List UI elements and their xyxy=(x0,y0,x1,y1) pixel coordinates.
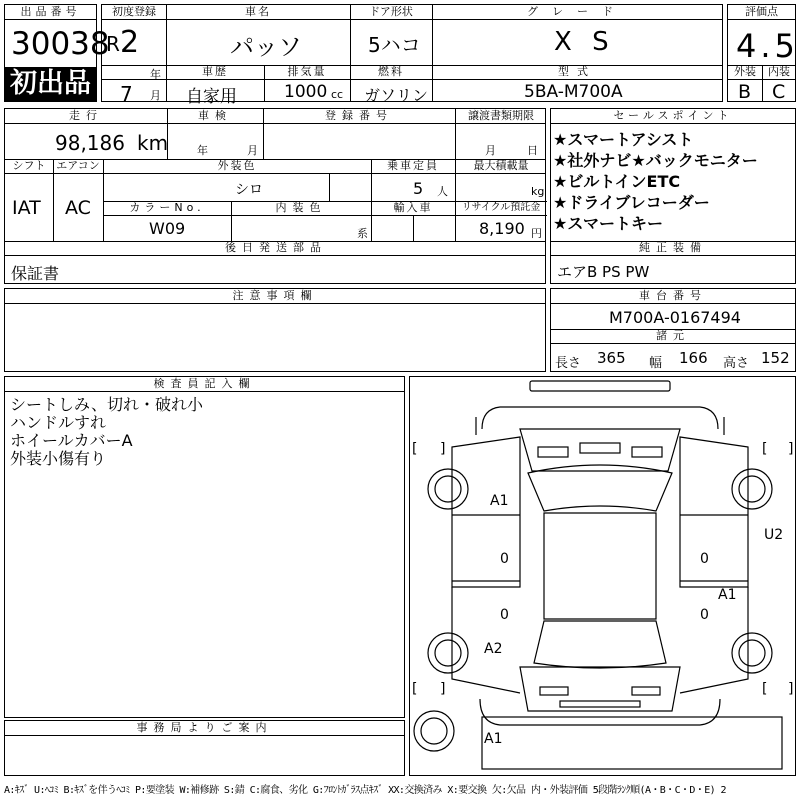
capacity-label: 乗車定員 xyxy=(387,159,439,172)
load-label: 最大積載量 xyxy=(473,159,529,172)
legend-text: A:ｷｽﾞ U:ﾍｺﾐ B:ｷｽﾞを伴うﾍｺﾐ P:要塗装 W:補修跡 S:錆 C:腐食、劣化 G:ﾌﾛﾝﾄｶﾞﾗｽ点ｷｽﾞ XX:交換済み X:要交換 欠:欠品 内・外装評価 5段階ﾗﾝｸ順(A・B・C・D・E) 2 xyxy=(4,785,726,796)
ext-color-label: 外装色 xyxy=(217,159,257,172)
sales-point-item: ★ドライブレコーダー xyxy=(553,193,710,212)
length: 365 xyxy=(597,349,626,367)
fuel-label: 燃料 xyxy=(378,65,404,78)
import-label: 輸入車 xyxy=(393,201,433,214)
damage-mark: A1 xyxy=(490,493,509,509)
svg-text:[: [ xyxy=(412,681,418,697)
displacement-label: 排気量 xyxy=(287,65,327,78)
grade: X S xyxy=(554,27,615,57)
damage-diagram-box xyxy=(409,376,796,776)
first-reg-month: 7 xyxy=(120,82,133,106)
load-unit: kg xyxy=(531,185,545,198)
shift-label: シフト xyxy=(12,159,46,172)
month-unit: 月 xyxy=(150,89,161,102)
svg-text:0: 0 xyxy=(700,551,709,567)
lot-label: 出品番号 xyxy=(5,5,96,20)
exterior-grade: B xyxy=(738,81,752,103)
svg-text:0: 0 xyxy=(700,607,709,623)
svg-text:]: ] xyxy=(440,441,446,457)
first-listing-badge: 初出品 xyxy=(5,67,96,101)
width-label: 幅 xyxy=(649,356,663,371)
score: 4.5 xyxy=(736,27,799,65)
sales-points-box xyxy=(550,108,796,284)
inspector-box xyxy=(4,376,405,718)
damage-mark: A1 xyxy=(484,731,503,747)
recycle-label: リサイクル預託金 xyxy=(461,202,541,213)
sales-points-label: セールスポイント xyxy=(551,109,795,124)
era: R xyxy=(106,32,120,56)
ext-color: シロ xyxy=(235,182,263,198)
transfer-day-unit: 日 xyxy=(527,144,538,157)
ac-label: エアコン xyxy=(56,159,100,172)
height: 152 xyxy=(761,349,790,367)
damage-mark: A1 xyxy=(718,587,737,603)
sales-point-item: ★スマートキー xyxy=(553,214,664,233)
sales-point-item: ★ビルトインETC xyxy=(553,172,681,191)
mileage-unit: km xyxy=(137,131,169,155)
color-no-label: カラーNo. xyxy=(129,201,205,214)
svg-text:]: ] xyxy=(788,681,794,697)
damage-mark: U2 xyxy=(764,527,784,543)
door-type: 5ハコ xyxy=(368,33,421,57)
genuine-equipment: エアB PS PW xyxy=(557,263,650,281)
lot-box xyxy=(4,4,110,102)
spec-label: 諸元 xyxy=(656,329,690,342)
caution-box xyxy=(4,288,546,372)
length-label: 長さ xyxy=(555,356,582,371)
grade-label: グレード xyxy=(527,5,627,18)
interior-grade: C xyxy=(772,81,786,103)
int-color-label: 内装色 xyxy=(275,201,327,214)
sales-point-item: ★スマートアシスト xyxy=(553,130,694,149)
later-parts: 保証書 xyxy=(11,264,60,283)
exterior-grade-label: 外装 xyxy=(734,65,756,78)
model-label: 型式 xyxy=(558,65,596,78)
recycle: 8,190 xyxy=(479,219,525,238)
inspection-year-unit: 年 xyxy=(197,144,208,157)
ac: AC xyxy=(65,197,91,219)
interior-grade-label: 内装 xyxy=(768,65,790,78)
width: 166 xyxy=(679,349,708,367)
inspector-notes xyxy=(10,396,400,468)
mileage-label: 走行 xyxy=(69,109,103,122)
transfer-label: 譲渡書類期限 xyxy=(468,109,534,122)
history: 自家用 xyxy=(186,87,237,107)
car-name: パッソ xyxy=(230,33,302,61)
svg-text:[: [ xyxy=(762,681,768,697)
svg-text:0: 0 xyxy=(500,607,509,623)
office-label: 事務局よりご案内 xyxy=(5,721,404,736)
shift: IAT xyxy=(12,197,41,219)
first-reg-label: 初度登録 xyxy=(112,5,156,18)
inspector-note: シートしみ、切れ・破れ小 xyxy=(10,395,203,414)
mileage: 98,186 xyxy=(55,131,125,155)
recycle-unit: 円 xyxy=(531,227,542,240)
svg-text:]: ] xyxy=(440,681,446,697)
sales-point-item: ★社外ナビ★バックモニター xyxy=(553,151,758,170)
transfer-month-unit: 月 xyxy=(485,144,496,157)
later-parts-label: 後日発送部品 xyxy=(225,241,327,254)
color-no: W09 xyxy=(149,219,186,238)
capacity: 5 xyxy=(413,179,424,198)
first-reg-year: 2 xyxy=(120,25,140,60)
capacity-unit: 人 xyxy=(437,185,448,198)
inspector-label: 検査員記入欄 xyxy=(5,377,404,392)
plate-label: 登録番号 xyxy=(325,109,393,122)
inspector-note: ホイールカバーA xyxy=(10,431,133,450)
caution-label: 注意事項欄 xyxy=(5,289,545,304)
score-label: 評価点 xyxy=(728,5,795,20)
year-unit: 年 xyxy=(150,68,161,81)
displacement-unit: cc xyxy=(331,88,344,101)
height-label: 高さ xyxy=(723,356,750,371)
history-label: 車歴 xyxy=(202,65,228,78)
door-label: ドア形状 xyxy=(369,5,413,18)
inspection-label: 車検 xyxy=(198,109,232,122)
svg-text:[: [ xyxy=(762,441,768,457)
int-color-unit: 系 xyxy=(357,227,368,240)
car-diagram xyxy=(410,377,795,775)
inspector-note: 外装小傷有り xyxy=(10,449,107,468)
inspector-note: ハンドルすれ xyxy=(10,413,107,432)
car-name-label: 車名 xyxy=(245,5,271,18)
svg-text:0: 0 xyxy=(500,551,509,567)
chassis-box xyxy=(550,288,796,372)
svg-text:[: [ xyxy=(412,441,418,457)
chassis-label: 車台番号 xyxy=(551,289,795,304)
office-box xyxy=(4,720,405,776)
genuine-label: 純正装備 xyxy=(639,241,707,254)
details-box xyxy=(4,108,546,284)
sales-points-list xyxy=(553,129,793,234)
damage-mark: A2 xyxy=(484,641,503,657)
inspection-month-unit: 月 xyxy=(247,144,258,157)
displacement: 1000 xyxy=(284,82,328,102)
lot-number: 30038 xyxy=(11,26,110,62)
model: 5BA-M700A xyxy=(524,82,623,102)
score-box xyxy=(727,4,799,103)
vehicle-box xyxy=(101,4,723,107)
svg-text:]: ] xyxy=(788,441,794,457)
fuel: ガソリン xyxy=(364,86,429,105)
chassis-number: M700A-0167494 xyxy=(609,308,741,327)
